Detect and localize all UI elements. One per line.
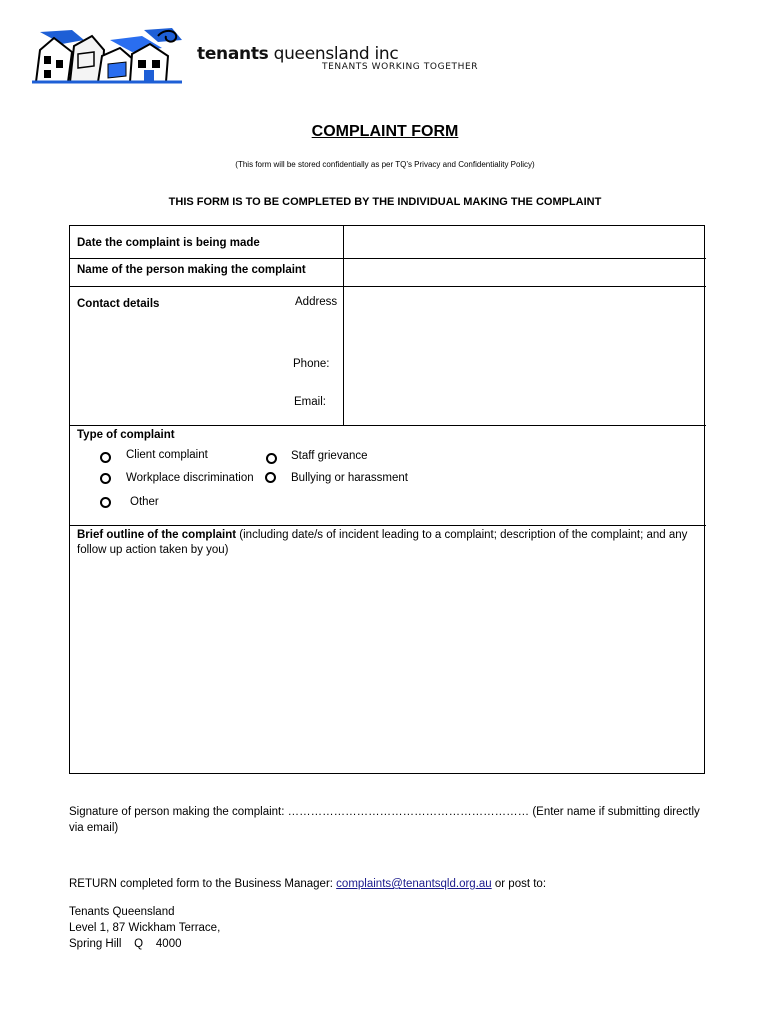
brand-tagline: TENANTS WORKING TOGETHER xyxy=(322,62,479,72)
return-suffix: or post to: xyxy=(491,878,547,890)
houses-illustration-icon xyxy=(32,26,182,86)
name-label: Name of the person making the complaint xyxy=(77,264,306,276)
name-field[interactable] xyxy=(344,259,705,286)
address-label: Address xyxy=(295,296,338,308)
return-prefix: RETURN completed form to the Business Manager: xyxy=(69,878,337,890)
page-title xyxy=(0,123,770,141)
complaints-email-link[interactable]: complaints@tenantsqld.org.au xyxy=(336,878,492,890)
phone-field[interactable] xyxy=(344,349,705,387)
brand-name-rest: queensland inc xyxy=(268,44,399,64)
date-field[interactable] xyxy=(344,226,705,258)
signature-line xyxy=(69,804,709,836)
other-radio[interactable] xyxy=(100,497,111,508)
email-field[interactable] xyxy=(344,387,705,425)
outline-label xyxy=(77,528,702,558)
date-label: Date the complaint is being made xyxy=(77,237,260,249)
row-divider xyxy=(70,425,706,426)
return-instructions xyxy=(69,876,729,892)
workplace-discrimination-radio[interactable] xyxy=(100,473,111,484)
email-label: Email: xyxy=(294,396,326,408)
client-complaint-radio[interactable] xyxy=(100,452,111,463)
workplace-discrimination-label: Workplace discrimination xyxy=(126,472,254,484)
signature-line-1: Signature of person making the complaint: ……………………………………………………… (Enter name if submitting directly xyxy=(69,806,700,818)
postal-address xyxy=(69,904,220,952)
address-line-1: Tenants Queensland xyxy=(69,906,175,918)
tenants-queensland-logo xyxy=(32,26,182,86)
client-complaint-label: Client complaint xyxy=(126,449,208,461)
staff-grievance-label: Staff grievance xyxy=(291,450,368,462)
contact-label: Contact details xyxy=(77,298,160,310)
bullying-harassment-label: Bullying or harassment xyxy=(291,472,408,484)
brand-name xyxy=(197,44,398,64)
page-title-text: COMPLAINT FORM xyxy=(311,123,459,140)
signature-line-2: via email) xyxy=(69,822,119,834)
outline-textarea[interactable] xyxy=(71,561,704,773)
complaint-form-table xyxy=(69,225,705,774)
address-line-3: Spring Hill Q 4000 xyxy=(69,938,182,950)
form-instruction: THIS FORM IS TO BE COMPLETED BY THE INDIVIDUAL MAKING THE COMPLAINT xyxy=(168,196,602,208)
brand-name-bold: tenants xyxy=(197,44,269,64)
address-field[interactable] xyxy=(344,287,705,349)
staff-grievance-radio[interactable] xyxy=(266,453,277,464)
privacy-note: (This form will be stored confidentially as per TQ’s Privacy and Confidentiality Policy) xyxy=(235,160,535,169)
row-divider xyxy=(70,525,706,526)
address-line-2: Level 1, 87 Wickham Terrace, xyxy=(69,922,221,934)
other-label: Other xyxy=(130,496,159,508)
outline-label-bold: Brief outline of the complaint xyxy=(77,529,237,541)
phone-label: Phone: xyxy=(293,358,330,370)
outline-label-rest: (including date/s of incident leading to a complaint; description of the complaint; and any follow up action taken by you) xyxy=(77,529,688,556)
type-label: Type of complaint xyxy=(77,429,175,441)
bullying-harassment-radio[interactable] xyxy=(265,472,276,483)
